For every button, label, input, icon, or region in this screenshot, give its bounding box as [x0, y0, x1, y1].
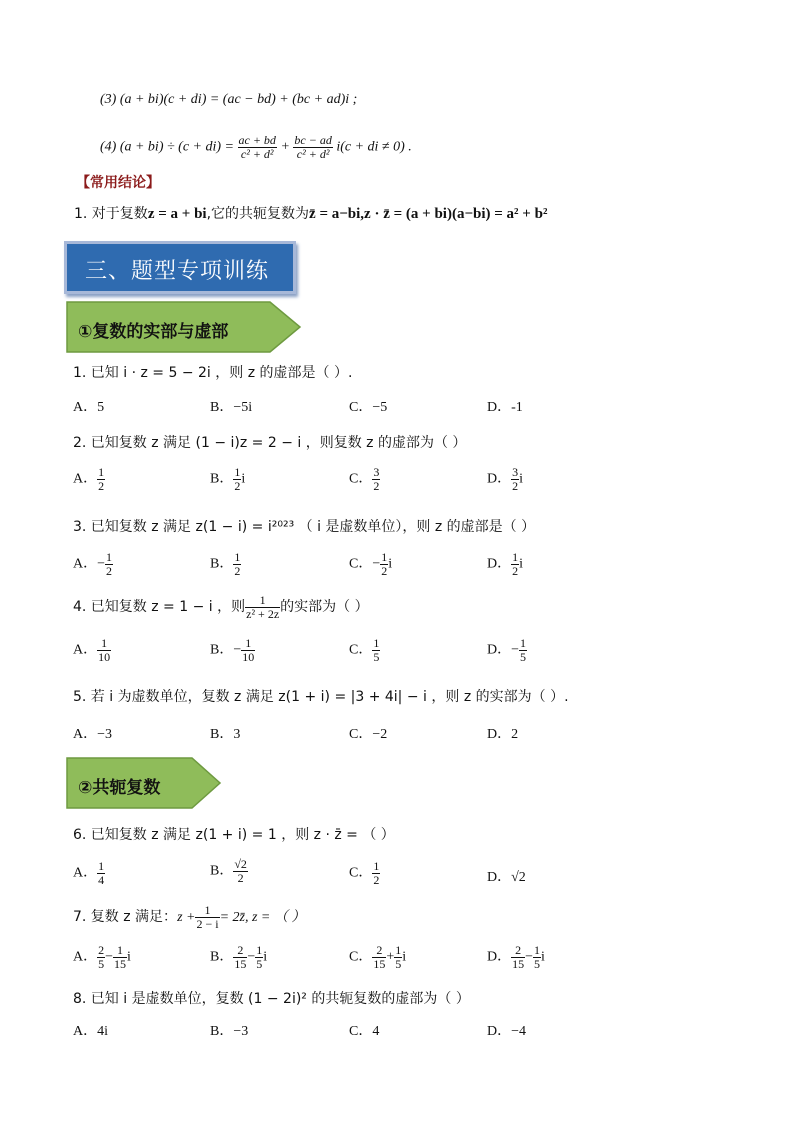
option-fraction	[511, 466, 519, 492]
option-key: A．	[73, 471, 98, 487]
option-fraction	[372, 860, 380, 886]
option-fraction	[519, 637, 527, 663]
q7-option-b	[210, 944, 267, 970]
conclusion-math-2: z̄ = a−bi,z · z̄ = (a + bi)(a−bi) = a² + b²	[309, 206, 548, 222]
fraction-numerator: bc − ad	[294, 133, 332, 147]
imaginary-unit: i	[402, 949, 407, 965]
question-4-stem-b: 的实部为（ ）	[280, 599, 369, 616]
fraction-denominator: 4	[98, 872, 105, 887]
option-key: C．	[349, 642, 373, 658]
conclusion-item-prefix: 1. 对于复数	[74, 206, 148, 222]
fraction-numerator: 2	[233, 944, 247, 958]
fraction-numerator: 1	[395, 943, 402, 957]
q5-option-c: C．−2	[349, 727, 388, 742]
option-fraction	[233, 858, 248, 884]
option-key: A．−	[73, 556, 106, 572]
imaginary-unit: i	[127, 949, 131, 965]
imaginary-unit: i	[241, 471, 246, 487]
fraction-denominator: 10	[242, 649, 255, 664]
fraction-denominator: 2	[98, 478, 105, 493]
question-7-math: z +	[177, 910, 196, 926]
option-key: D．−	[487, 642, 520, 658]
fraction-numerator: 1	[113, 944, 127, 958]
q3-option-c	[349, 551, 392, 577]
question-7-stem	[73, 904, 305, 930]
fraction-numerator: 1	[97, 637, 111, 651]
question-8-stem: 8. 已知 i 是虚数单位，复数 (1 − 2i)² 的共轭复数的虚部为（ ）	[73, 991, 470, 1007]
q8-option-d: D．−4	[487, 1024, 527, 1039]
question-4-stem	[73, 594, 369, 620]
fraction-denominator: 5	[98, 956, 105, 971]
q5-option-a: A．−3	[73, 727, 113, 742]
q7-option-c	[349, 944, 406, 970]
option-key: B．	[210, 471, 234, 487]
fraction-numerator: 1	[98, 465, 105, 479]
q1-option-c: C．−5	[349, 400, 388, 415]
option-fraction	[105, 551, 113, 577]
option-key: A．	[73, 642, 98, 658]
q5-option-b: B．3	[210, 727, 241, 742]
topic-title-1: ①复数的实部与虚部	[78, 322, 229, 342]
fraction-denominator: 5	[373, 649, 380, 664]
option-key: A．	[73, 949, 98, 965]
q4-option-d	[487, 637, 527, 663]
topic-title-2: ②共轭复数	[78, 778, 161, 798]
fraction-denominator: 5	[256, 956, 263, 971]
fraction-numerator: 1	[520, 636, 527, 650]
question-3-stem: 3. 已知复数 z 满足 z(1 − i) = i²⁰²³ （ i 是虚数单位），则 z 的虚部是（ ）	[73, 519, 536, 535]
q7-option-a	[73, 944, 131, 970]
option-fraction	[113, 944, 127, 970]
option-key: C．	[349, 471, 373, 487]
fraction-denominator: 2	[373, 872, 380, 887]
q7-option-d	[487, 944, 545, 970]
option-fraction	[511, 944, 525, 970]
fraction-denominator: 2	[512, 478, 519, 493]
topic-tag-2	[66, 757, 222, 805]
fraction-numerator: 1	[256, 943, 263, 957]
option-fraction	[241, 637, 255, 663]
formula-3: (3) (a + bi)(c + di) = (ac − bd) + (bc + ad)i ;	[100, 92, 358, 107]
q8-option-a: A．4i	[73, 1024, 108, 1039]
q8-option-b: B．−3	[210, 1024, 249, 1039]
plus-sign: +	[280, 139, 290, 155]
fraction-numerator: 2	[372, 944, 386, 958]
option-key: C．−	[349, 556, 381, 572]
q4-option-b	[210, 637, 255, 663]
option-key: B．	[210, 949, 234, 965]
option-fraction	[97, 860, 105, 886]
option-fraction	[372, 637, 380, 663]
option-fraction	[233, 944, 247, 970]
fraction-numerator: 1	[381, 550, 388, 564]
fraction-numerator: 1	[245, 594, 280, 608]
option-fraction	[372, 944, 386, 970]
q2-option-b	[210, 466, 245, 492]
fraction-denominator: 15	[373, 956, 386, 971]
option-fraction	[233, 551, 241, 577]
fraction-numerator: 3	[512, 465, 519, 479]
section-banner	[64, 241, 296, 294]
question-2-stem: 2. 已知复数 z 满足 (1 − i)z = 2 − i ，则复数 z 的虚部为（ ）	[73, 435, 467, 451]
option-key: B．−	[210, 642, 242, 658]
option-key: A．	[73, 865, 98, 881]
formula-4	[100, 134, 412, 160]
question-7-stem-fraction	[195, 904, 219, 930]
operator: −	[525, 949, 534, 965]
option-fraction	[97, 466, 105, 492]
q2-option-c	[349, 466, 380, 492]
fraction-numerator: 2	[98, 943, 105, 957]
imaginary-unit: i	[541, 949, 545, 965]
fraction-numerator: 1	[98, 859, 105, 873]
question-7-stem-b: = 2z̄, z = （ ）	[219, 910, 306, 926]
imaginary-unit: i	[519, 471, 524, 487]
option-fraction	[533, 944, 541, 970]
topic-tag-1	[66, 301, 302, 349]
fraction-numerator: 1	[534, 943, 541, 957]
q2-option-d	[487, 466, 523, 492]
fraction-denominator: c² + d²	[240, 146, 274, 161]
fraction-numerator: 1	[241, 637, 255, 651]
q3-option-b	[210, 551, 241, 577]
fraction-denominator: 5	[395, 956, 402, 971]
operator: +	[386, 949, 395, 965]
question-7-stem-a: 7. 复数 z 满足：	[73, 909, 178, 926]
fraction-denominator: c² + d²	[296, 146, 330, 161]
imaginary-unit: i	[388, 556, 393, 572]
formula-4-tail: i(c + di ≠ 0) .	[336, 139, 412, 155]
fraction-denominator: 2	[512, 563, 519, 578]
fraction-numerator: ac + bd	[238, 133, 276, 147]
fraction-denominator: 2 − i	[196, 916, 219, 931]
fraction-numerator: 1	[512, 550, 519, 564]
fraction-denominator: 15	[114, 956, 127, 971]
fraction-numerator: 1	[234, 465, 241, 479]
fraction-numerator: 1	[106, 550, 113, 564]
q3-option-d	[487, 551, 523, 577]
fraction-denominator: 5	[520, 649, 527, 664]
q6-option-b	[210, 858, 248, 884]
q3-option-a	[73, 551, 113, 577]
formula-4-left: (4) (a + bi) ÷ (c + di) =	[100, 139, 234, 155]
q1-option-d: D．-1	[487, 400, 523, 415]
question-4-stem-a: 4. 已知复数 z = 1 − i ，则	[73, 599, 246, 616]
fraction-denominator: 5	[534, 956, 541, 971]
fraction-denominator: 2	[381, 563, 388, 578]
option-key: D．	[487, 556, 512, 572]
imaginary-unit: i	[263, 949, 268, 965]
fraction-denominator: 2	[234, 478, 241, 493]
q1-option-a: A．5	[73, 400, 105, 415]
q6-option-a	[73, 860, 105, 886]
fraction-denominator: 2	[237, 870, 244, 885]
q4-option-a	[73, 637, 111, 663]
fraction-denominator: 15	[234, 956, 247, 971]
q5-option-d: D．2	[487, 727, 519, 742]
fraction-denominator: 2	[234, 563, 241, 578]
question-4-stem-fraction	[245, 594, 280, 620]
fraction-numerator: 1	[234, 550, 241, 564]
fraction-denominator: 2	[373, 478, 380, 493]
option-fraction	[97, 637, 111, 663]
question-5-stem: 5. 若 i 为虚数单位，复数 z 满足 z(1 + i) = |3 + 4i| − i ，则 z 的实部为（ ）.	[73, 689, 569, 705]
fraction-numerator: √2	[234, 857, 247, 871]
operator: −	[247, 949, 256, 965]
option-fraction	[97, 944, 105, 970]
option-key: B．	[210, 556, 234, 572]
fraction-denominator: 10	[98, 649, 111, 664]
fraction-denominator: 15	[512, 956, 525, 971]
option-key: C．	[349, 865, 373, 881]
imaginary-unit: i	[519, 556, 524, 572]
option-key: D．	[487, 949, 512, 965]
fraction-numerator: 2	[511, 944, 525, 958]
conclusion-heading: 【常用结论】	[76, 175, 160, 191]
conclusion-item-1	[74, 203, 547, 223]
option-key: C．	[349, 949, 373, 965]
formula-4-fraction-1	[238, 134, 277, 160]
conclusion-item-mid: ,它的共轭复数为	[206, 206, 310, 222]
fraction-numerator: 1	[373, 636, 380, 650]
q2-option-a	[73, 466, 105, 492]
option-fraction	[511, 551, 519, 577]
fraction-numerator: 1	[195, 904, 219, 918]
formula-4-fraction-2	[293, 134, 332, 160]
q8-option-c: C．4	[349, 1024, 380, 1039]
fraction-denominator: 2	[106, 563, 113, 578]
q6-option-d: D．√2	[487, 870, 526, 885]
option-fraction	[372, 466, 380, 492]
operator: −	[105, 949, 114, 965]
fraction-numerator: 1	[373, 859, 380, 873]
conclusion-math-1: z = a + bi	[147, 206, 207, 222]
fraction-numerator: 3	[373, 465, 380, 479]
option-key: D．	[487, 471, 512, 487]
q1-option-b: B．−5i	[210, 400, 253, 415]
fraction-denominator: z² + 2z	[246, 606, 280, 621]
q4-option-c	[349, 637, 380, 663]
question-6-stem: 6. 已知复数 z 满足 z(1 + i) = 1 ，则 z · z̄ = （ ）	[73, 827, 395, 843]
option-key: B．	[210, 863, 234, 879]
q6-option-c	[349, 860, 380, 886]
section-banner-title: 三、题型专项训练	[85, 259, 270, 284]
question-1-stem: 1. 已知 i · z = 5 − 2i ，则 z 的虚部是（ ）.	[73, 365, 353, 381]
